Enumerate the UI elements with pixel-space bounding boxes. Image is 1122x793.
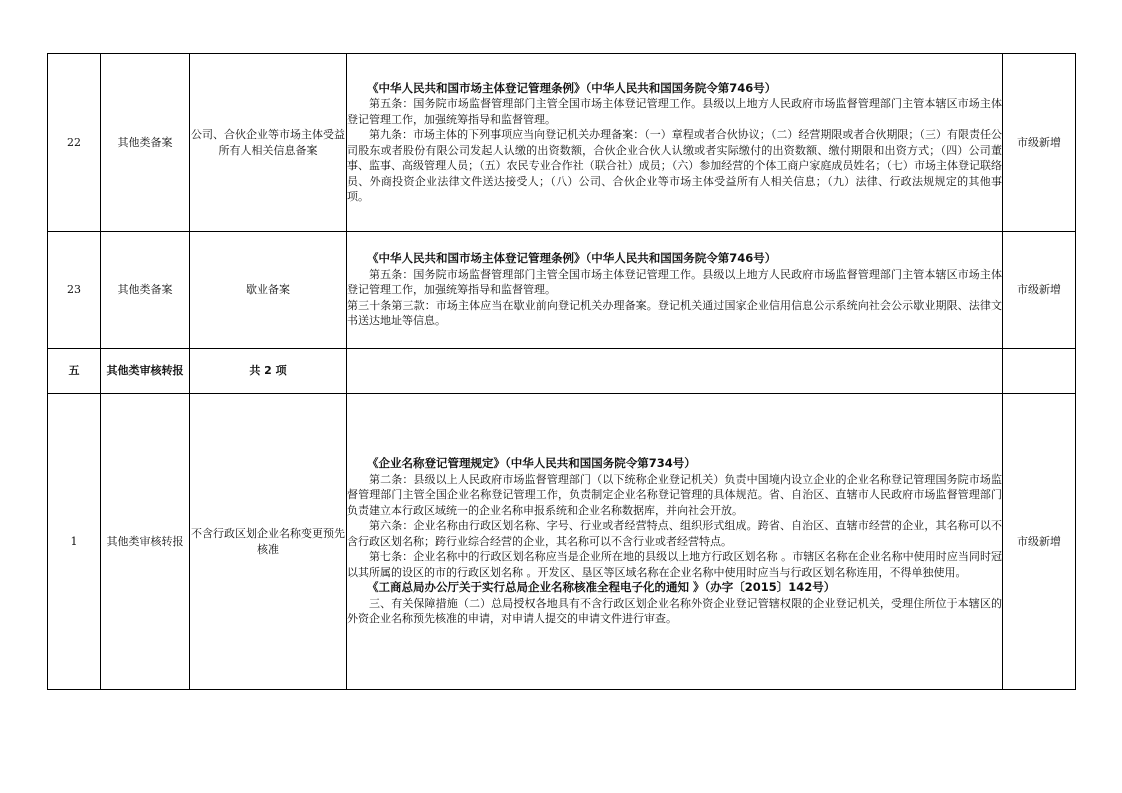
section-empty-cell: [347, 349, 1003, 394]
row-status: 市级新增: [1003, 394, 1076, 690]
section-empty-cell: [1003, 349, 1076, 394]
law-title: 《工商总局办公厅关于实行总局企业名称核准全程电子化的通知 》（办字〔2015〕142号）: [367, 580, 836, 595]
law-clause: 第五条：国务院市场监督管理部门主管全国市场主体登记管理工作。县级以上地方人民政府市场监督管理部门主管本辖区市场主体登记管理工作，加强统筹指导和监督管理。: [347, 97, 1002, 126]
law-title: 《中华人民共和国市场主体登记管理条例》（中华人民共和国国务院令第746号）: [367, 251, 777, 266]
law-clause: 第二条：县级以上人民政府市场监督管理部门（以下统称企业登记机关）负责中国境内设立企业的企业名称登记管理国务院市场监督管理部门主管全国企业名称登记管理工作，负责制定企业名称登记管理的具体规范。省、自治区、直辖市人民政府市场监督管理部门负责建立本行政区域统一的企业名称申报系统和企业名称数据库，并向社会开放。: [347, 472, 1002, 517]
table-row: [48, 394, 1076, 690]
section-header-row: [48, 349, 1076, 394]
law-clause: 第五条：国务院市场监督管理部门主管全国市场主体登记管理工作。县级以上地方人民政府市场监督管理部门主管本辖区市场主体登记管理工作，加强统筹指导和监督管理。: [347, 267, 1002, 297]
row-category: 其他类备案: [101, 54, 190, 232]
section-category: 其他类审核转报: [101, 349, 190, 394]
law-clause: 第九条：市场主体的下列事项应当向登记机关办理备案：（一）章程或者合伙协议；（二）经营期限或者合伙期限；（三）有限责任公司股东或者股份有限公司发起人认缴的出资数额，合伙企业合伙人认缴或者实际缴付的出资数额、缴付期限和出资方式；（四）公司董事、监事、高级管理人员；（五）农民专业合作社（联合社）成员；（六）参加经营的个体工商户家庭成员姓名；（七）市场主体登记联络员、外商投资企业法律文件送达接受人；（八）公司、合伙企业等市场主体受益所有人相关信息；（九）法律、行政法规规定的其他事项。: [347, 128, 1002, 203]
law-clause: 三、有关保障措施（二）总局授权各地具有不含行政区划企业名称外资企业登记管辖权限的企业登记机关，受理住所位于本辖区的外资企业名称预先核准的申请，对申请人提交的申请文件进行审查。: [347, 596, 1002, 626]
legal-basis: [347, 232, 1003, 349]
table-row: [48, 232, 1076, 349]
section-count: 共 2 项: [190, 349, 347, 394]
section-number: 五: [48, 349, 101, 394]
row-number: 23: [48, 232, 101, 349]
law-title: 《企业名称登记管理规定》（中华人民共和国国务院令第734号）: [367, 456, 696, 471]
row-item: 不含行政区划企业名称变更预先核准: [190, 394, 347, 690]
legal-basis: [347, 54, 1003, 232]
law-clause: 第六条：企业名称由行政区划名称、字号、行业或者经营特点、组织形式组成。跨省、自治区、直辖市经营的企业，其名称可以不含行政区划名称；跨行业综合经营的企业，其名称可以不含行业或者经营特点。: [347, 519, 1002, 548]
legal-basis: [347, 394, 1003, 690]
row-number: 1: [48, 394, 101, 690]
law-title: 《中华人民共和国市场主体登记管理条例》（中华人民共和国国务院令第746号）: [367, 80, 777, 95]
law-clause: 第七条：企业名称中的行政区划名称应当是企业所在地的县级以上地方行政区划名称 。市辖区名称在企业名称中使用时应当同时冠以其所属的设区的市的行政区划名称 。开发区、垦区等区域名称在企业名称中使用时应当与行政区划名称连用，不得单独使用。: [347, 550, 1002, 579]
table-row: [48, 54, 1076, 232]
row-category: 其他类审核转报: [101, 394, 190, 690]
row-status: 市级新增: [1003, 54, 1076, 232]
row-category: 其他类备案: [101, 232, 190, 349]
law-clause: 第三十条第三款：市场主体应当在歇业前向登记机关办理备案。登记机关通过国家企业信用信息公示系统向社会公示歇业期限、法律文书送达地址等信息。: [347, 298, 1002, 328]
row-item: 公司、合伙企业等市场主体受益所有人相关信息备案: [190, 54, 347, 232]
row-number: 22: [48, 54, 101, 232]
record-table: [47, 53, 1076, 690]
row-status: 市级新增: [1003, 232, 1076, 349]
row-item: 歇业备案: [190, 232, 347, 349]
